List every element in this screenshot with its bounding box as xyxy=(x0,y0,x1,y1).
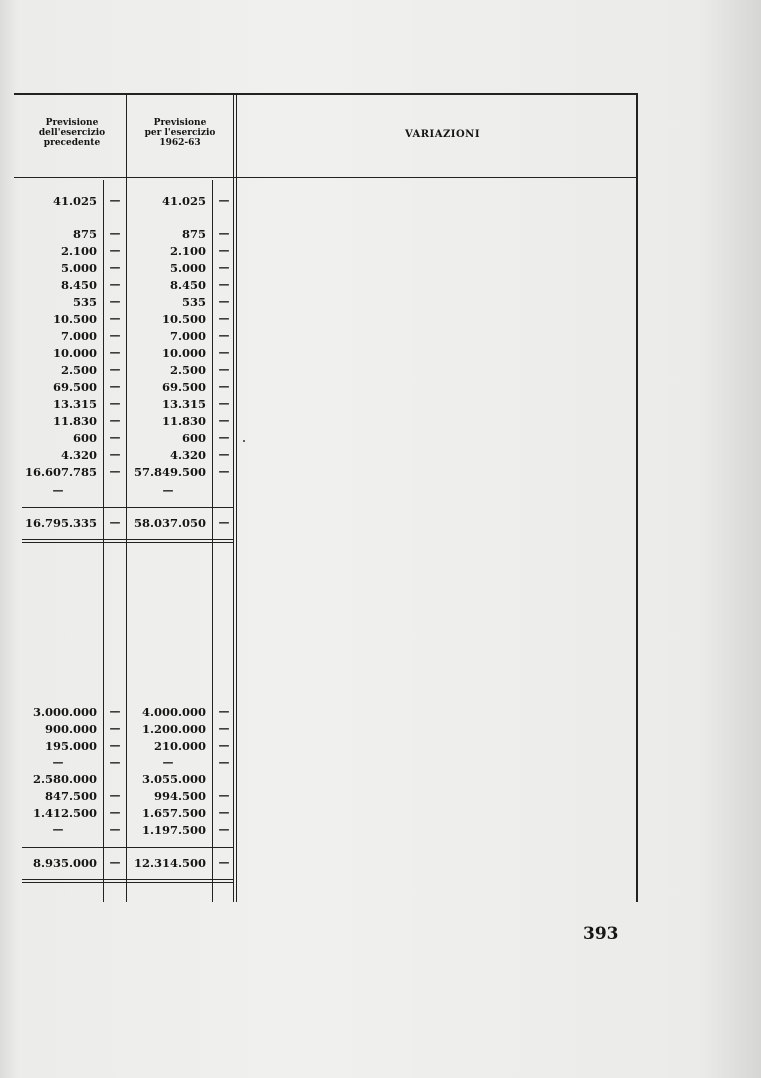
cur-value: 2.100 xyxy=(169,244,206,258)
dash-a: — xyxy=(109,194,121,207)
prev-value: 10.500 xyxy=(52,312,97,326)
cur-value: 1.197.500 xyxy=(141,823,206,837)
dash-b: — xyxy=(218,856,230,869)
cur-value: 2.500 xyxy=(169,363,206,377)
dash-b: — xyxy=(218,823,230,836)
cur-value: 1.200.000 xyxy=(141,722,206,736)
subtotal-rule-top xyxy=(22,507,234,508)
col-header-current-line1: Previsione xyxy=(153,118,207,128)
double-rule-bottom-2 xyxy=(22,882,234,883)
cur-value: 5.000 xyxy=(169,261,206,275)
col-header-current-line3: 1962-63 xyxy=(159,138,201,148)
prev-value: 3.000.000 xyxy=(32,705,97,719)
dash-a: — xyxy=(109,465,121,478)
prev-value: 13.315 xyxy=(52,397,97,411)
col-divider-2 xyxy=(126,95,127,902)
dash-b: — xyxy=(218,295,230,308)
col-header-current-line2: per l'esercizio xyxy=(144,128,216,138)
cur-value: 1.657.500 xyxy=(141,806,206,820)
dash-b: — xyxy=(218,227,230,240)
double-rule-top-1 xyxy=(22,539,234,540)
subtotal-rule-bottom xyxy=(22,847,234,848)
dash-a: — xyxy=(109,789,121,802)
col-header-previous-line3: precedente xyxy=(43,138,101,148)
prev-value: 69.500 xyxy=(52,380,97,394)
dash-a: — xyxy=(109,380,121,393)
prev-value: 4.320 xyxy=(60,448,97,462)
cur-value: 69.500 xyxy=(161,380,206,394)
prev-value: 2.500 xyxy=(60,363,97,377)
dash-b: — xyxy=(218,722,230,735)
total-prev-value: 16.795.335 xyxy=(24,516,97,530)
dash-b: — xyxy=(218,244,230,257)
cur-value: 600 xyxy=(181,431,206,445)
cur-value: 994.500 xyxy=(153,789,206,803)
dash-a: — xyxy=(109,278,121,291)
cur-value: 875 xyxy=(181,227,206,241)
total-cur-value: 58.037.050 xyxy=(133,516,206,530)
dash-b: — xyxy=(218,312,230,325)
prev-value: — xyxy=(52,823,64,836)
dash-a: — xyxy=(109,448,121,461)
dash-b: — xyxy=(218,739,230,752)
dash-b: — xyxy=(218,448,230,461)
dash-b: — xyxy=(218,194,230,207)
dash-a: — xyxy=(109,739,121,752)
prev-value: 16.607.785 xyxy=(24,465,97,479)
cur-value: 535 xyxy=(181,295,206,309)
cur-value: 13.315 xyxy=(161,397,206,411)
cur-value: 10.500 xyxy=(161,312,206,326)
dash-a: — xyxy=(109,823,121,836)
dash-b: — xyxy=(218,516,230,529)
total-cur-value: 12.314.500 xyxy=(133,856,206,870)
col-header-current xyxy=(130,118,230,148)
header-bottom-rule xyxy=(14,177,638,178)
cur-value: 210.000 xyxy=(153,739,206,753)
dash-b: — xyxy=(218,346,230,359)
prev-value: 875 xyxy=(72,227,97,241)
double-rule-bottom-1 xyxy=(22,879,234,880)
prev-value: 10.000 xyxy=(52,346,97,360)
col-divider-4b xyxy=(236,95,237,902)
page-number: 393 xyxy=(583,924,619,944)
col-header-previous-line1: Previsione xyxy=(45,118,99,128)
cur-value: 4.000.000 xyxy=(141,705,206,719)
dash-b: — xyxy=(218,465,230,478)
dash-a: — xyxy=(109,756,121,769)
prev-value: 7.000 xyxy=(60,329,97,343)
dash-a: — xyxy=(109,722,121,735)
dash-a: — xyxy=(109,295,121,308)
dash-a: — xyxy=(109,363,121,376)
double-rule-top-2 xyxy=(22,542,234,543)
col-header-previous-line2: dell'esercizio xyxy=(38,128,106,138)
cur-value: — xyxy=(162,484,174,497)
dash-b: — xyxy=(218,705,230,718)
dash-a: — xyxy=(109,397,121,410)
prev-value: 41.025 xyxy=(52,194,97,208)
dash-b: — xyxy=(218,397,230,410)
col-header-variations: VARIAZIONI xyxy=(405,129,480,140)
dash-a: — xyxy=(109,261,121,274)
cur-value: 8.450 xyxy=(169,278,206,292)
dash-b: — xyxy=(218,414,230,427)
dash-b: — xyxy=(218,261,230,274)
dash-a: — xyxy=(109,856,121,869)
table-top-rule xyxy=(14,93,638,95)
prev-value: 600 xyxy=(72,431,97,445)
dash-b: — xyxy=(218,806,230,819)
col-divider-4 xyxy=(233,95,234,902)
cur-value: 57.849.500 xyxy=(133,465,206,479)
cur-value: 3.055.000 xyxy=(141,772,206,786)
prev-value: 847.500 xyxy=(44,789,97,803)
dash-a: — xyxy=(109,312,121,325)
cur-value: 10.000 xyxy=(161,346,206,360)
dash-a: — xyxy=(109,516,121,529)
prev-value: — xyxy=(52,484,64,497)
cur-value: 11.830 xyxy=(161,414,206,428)
prev-value: 195.000 xyxy=(44,739,97,753)
prev-value: 8.450 xyxy=(60,278,97,292)
cur-value: 7.000 xyxy=(169,329,206,343)
col-header-previous xyxy=(22,118,122,148)
dash-a: — xyxy=(109,244,121,257)
cur-value: 41.025 xyxy=(161,194,206,208)
dash-b: — xyxy=(218,756,230,769)
table-right-rule xyxy=(636,95,638,902)
dash-a: — xyxy=(109,806,121,819)
stray-dot xyxy=(243,440,245,442)
prev-value: 2.580.000 xyxy=(32,772,97,786)
prev-value: 2.100 xyxy=(60,244,97,258)
prev-value: 11.830 xyxy=(52,414,97,428)
prev-value: 1.412.500 xyxy=(32,806,97,820)
dash-b: — xyxy=(218,380,230,393)
dash-a: — xyxy=(109,431,121,444)
col-divider-3 xyxy=(212,180,213,902)
dash-a: — xyxy=(109,329,121,342)
dash-a: — xyxy=(109,705,121,718)
prev-value: — xyxy=(52,756,64,769)
dash-a: — xyxy=(109,227,121,240)
cur-value: — xyxy=(162,756,174,769)
dash-b: — xyxy=(218,789,230,802)
dash-a: — xyxy=(109,346,121,359)
dash-b: — xyxy=(218,329,230,342)
prev-value: 535 xyxy=(72,295,97,309)
cur-value: 4.320 xyxy=(169,448,206,462)
prev-value: 5.000 xyxy=(60,261,97,275)
dash-a: — xyxy=(109,414,121,427)
prev-value: 900.000 xyxy=(44,722,97,736)
col-divider-1 xyxy=(103,180,104,902)
dash-b: — xyxy=(218,278,230,291)
total-prev-value: 8.935.000 xyxy=(32,856,97,870)
dash-b: — xyxy=(218,431,230,444)
dash-b: — xyxy=(218,363,230,376)
